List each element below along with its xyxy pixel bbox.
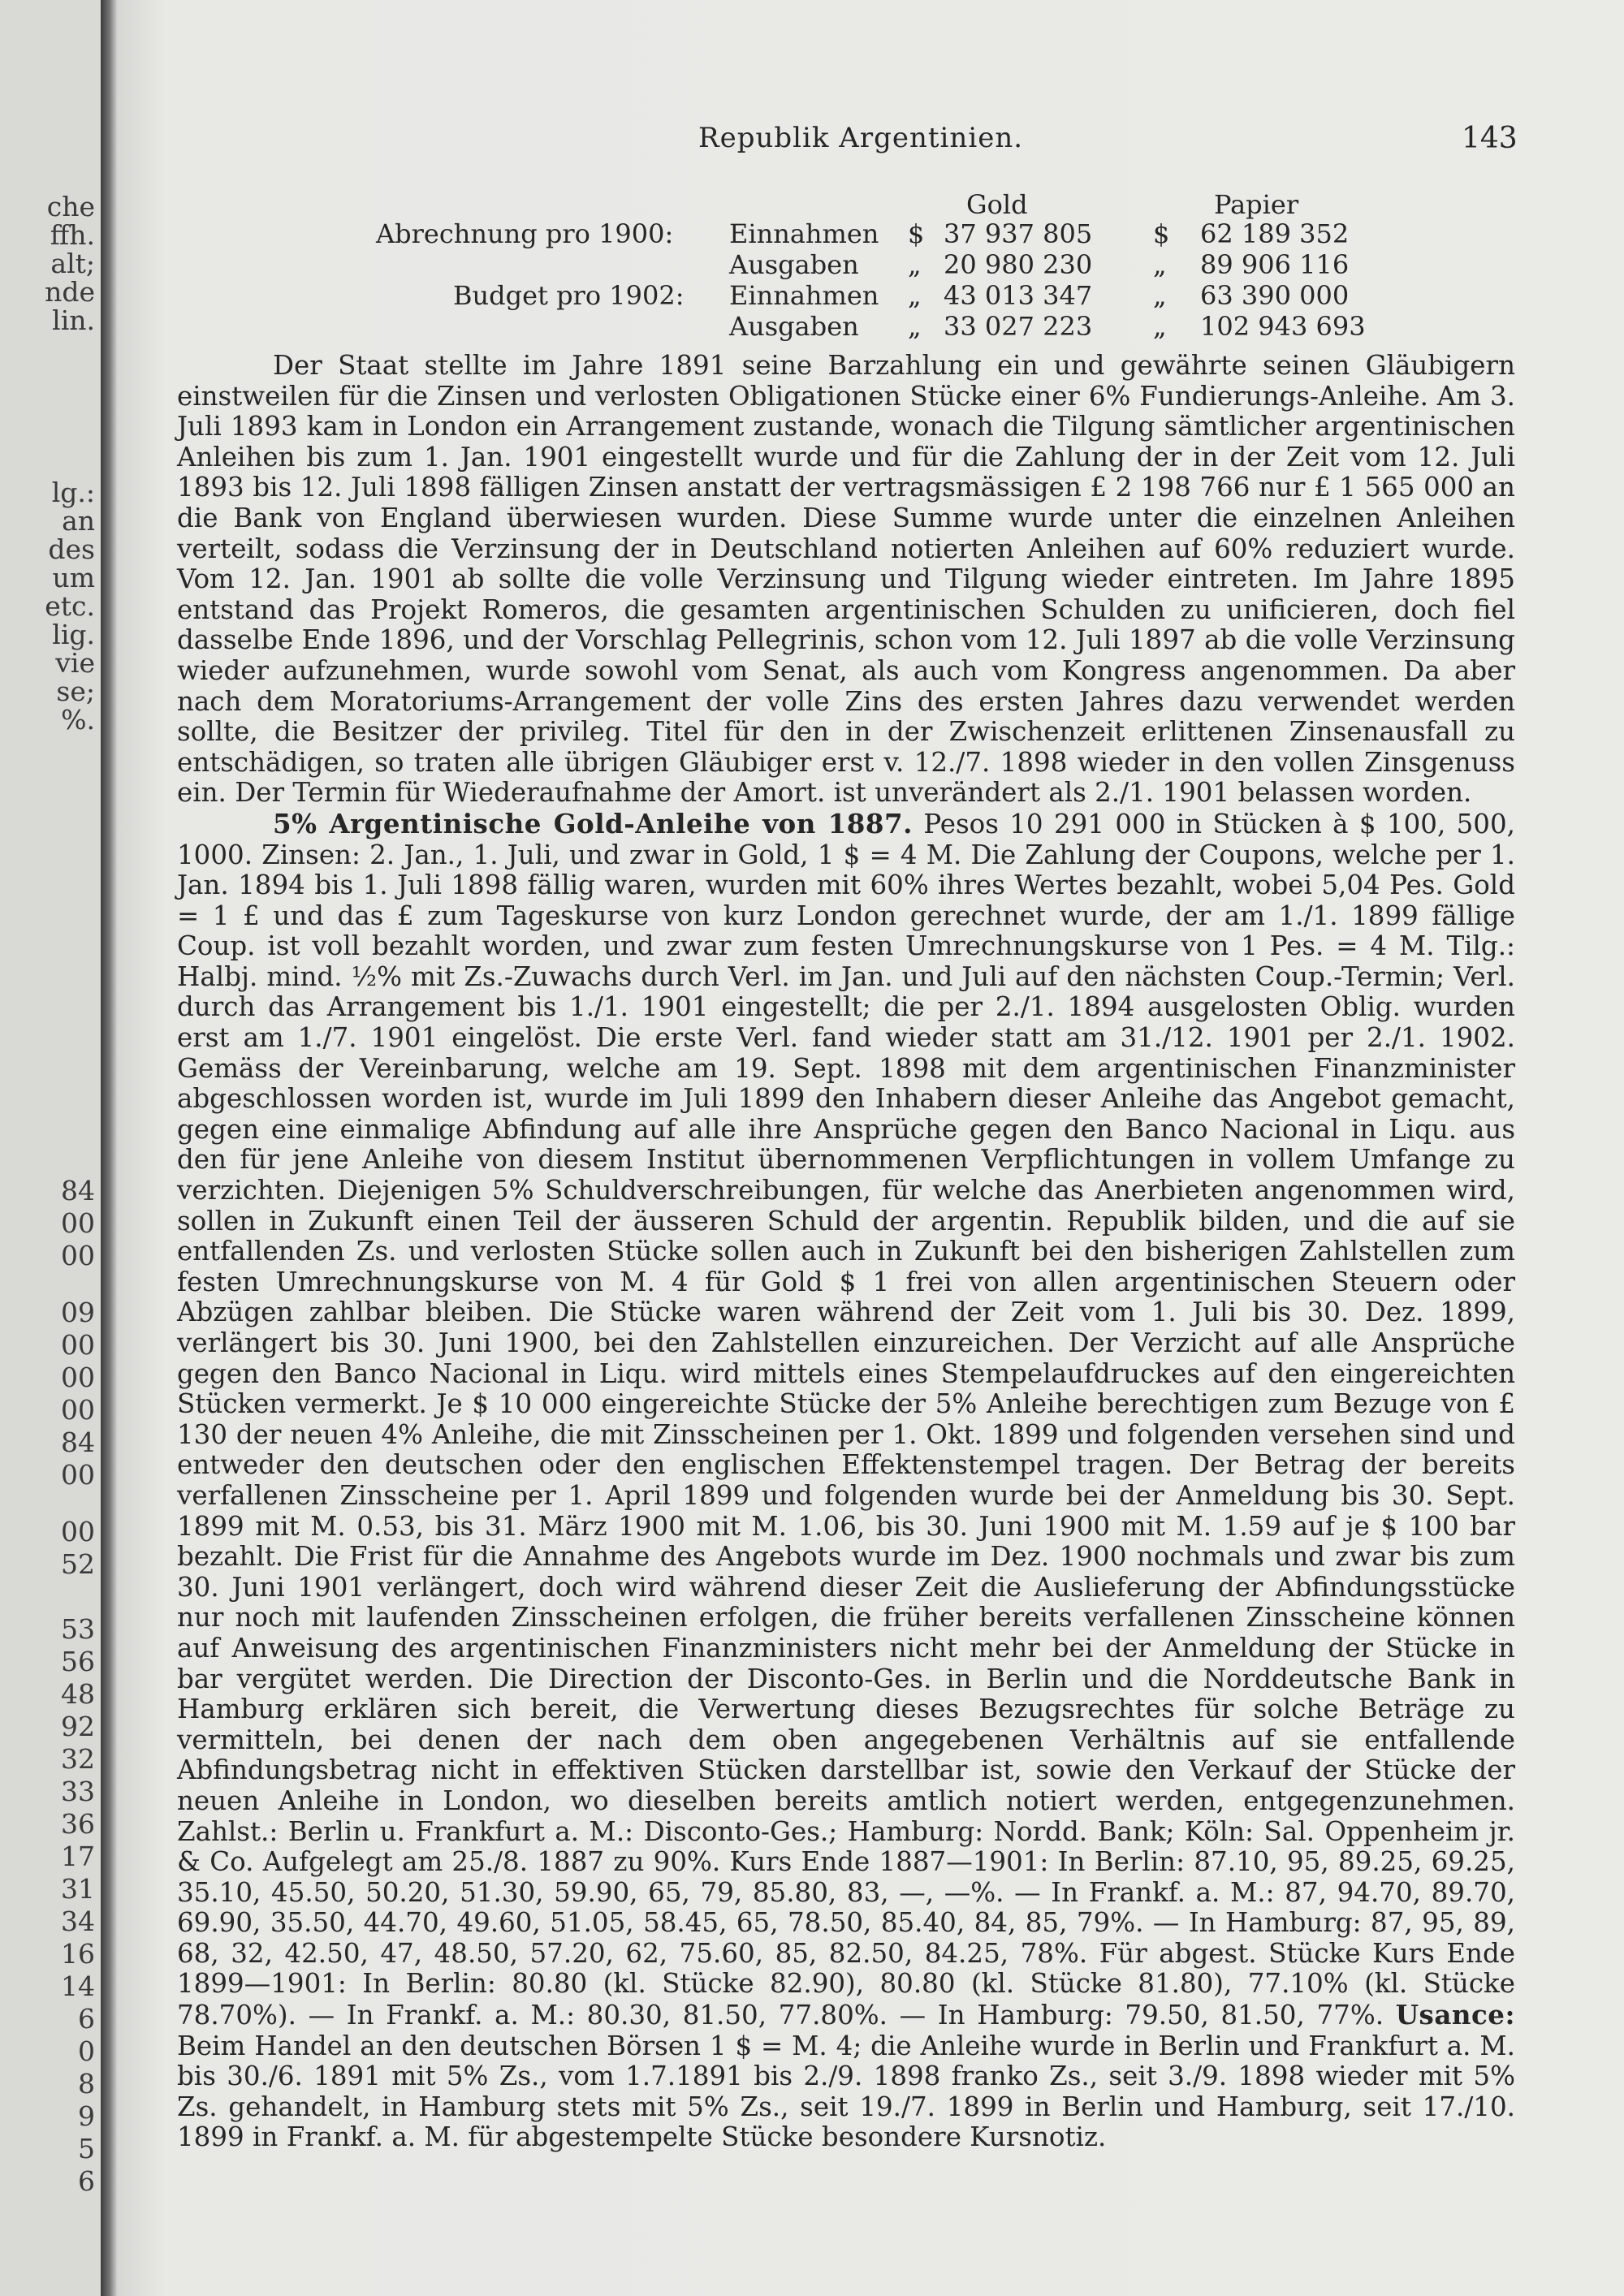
value-gold: 20 980 230 [944, 249, 1093, 280]
row-label: Abrechnung pro 1900: [376, 218, 674, 249]
value-papier: 89 906 116 [1200, 249, 1350, 280]
margin-fragment: 92 [61, 1711, 95, 1742]
value-papier: 62 189 352 [1200, 218, 1350, 249]
margin-fragment: 56 [61, 1646, 95, 1677]
margin-fragment: alt; [50, 248, 95, 279]
margin-fragment: 09 [61, 1297, 95, 1328]
margin-fragment: che [46, 191, 95, 222]
value-papier: 102 943 693 [1200, 311, 1366, 342]
row-label: Budget pro 1902: [453, 280, 685, 311]
currency-papier: „ [1153, 249, 1167, 280]
page-number: 143 [1462, 122, 1518, 155]
row-item: Ausgaben [729, 311, 859, 342]
margin-fragment: lin. [52, 304, 95, 336]
table-row [0, 218, 1624, 250]
value-gold: 37 937 805 [944, 218, 1093, 249]
margin-fragment: des [48, 533, 95, 565]
margin-fragment: vie [55, 647, 95, 679]
margin-fragment: %. [61, 704, 95, 736]
table-column-headers [966, 188, 1535, 221]
margin-fragment: 52 [61, 1548, 95, 1580]
paragraph-gold-loan-1887 [177, 809, 1515, 2153]
value-gold: 43 013 347 [944, 280, 1093, 311]
currency-gold: „ [908, 280, 922, 311]
margin-fragment: 36 [61, 1808, 95, 1840]
previous-page-margin [0, 0, 102, 2296]
margin-fragment: 84 [61, 1426, 95, 1458]
value-papier: 63 390 000 [1200, 280, 1350, 311]
table-row [0, 248, 1624, 281]
margin-fragment: 33 [61, 1776, 95, 1807]
margin-fragment: um [52, 562, 95, 593]
margin-fragment: 9 [78, 2100, 95, 2132]
margin-fragment: 00 [61, 1459, 95, 1491]
margin-fragment: 31 [61, 1873, 95, 1905]
currency-papier: „ [1153, 280, 1167, 311]
margin-fragment: 14 [61, 1970, 95, 2002]
body-text [177, 351, 1515, 2153]
margin-fragment: se; [56, 675, 95, 707]
currency-gold: „ [908, 311, 922, 342]
margin-fragment: 34 [61, 1905, 95, 1937]
margin-fragment: 17 [61, 1841, 95, 1872]
usance-text: Beim Handel an den deutschen Börsen 1 $ = M. 4; die Anleihe wurde in Berlin und Frankfurt a. M. bis 30./6. 1891 mit 5% Zs., vom 1.7.1891 bis 2./9. 1898 franko Zs., seit 3./9. 1898 wieder mit 5% Zs. gehandelt, in Hamburg stets mit 5% Zs., seit 19./7. 1899 in Berlin und Hamburg, seit 17./10. 1899 in Frankf. a. M. für abgestempelte Stücke besondere Kursnotiz. [177, 2030, 1515, 2153]
margin-fragment: nde [45, 276, 95, 308]
margin-fragment: 32 [61, 1743, 95, 1775]
margin-fragment: 48 [61, 1678, 95, 1710]
currency-gold: „ [908, 249, 922, 280]
currency-papier: „ [1153, 311, 1167, 342]
table-row [0, 310, 1624, 343]
margin-fragment: 84 [61, 1175, 95, 1206]
margin-fragment: an [62, 505, 95, 537]
row-item: Einnahmen [729, 218, 879, 249]
currency-gold: $ [908, 218, 925, 249]
paragraph-state-finances: Der Staat stellte im Jahre 1891 seine Barzahlung ein und gewährte seinen Gläubigern einstweilen für die Zinsen und verlosten Obligationen Stücke einer 6% Fundierungs-Anleihe. Am 3. Juli 1893 kam in London ein Arrangement zustande, wonach die Tilgung sämtlicher argentinischen Anleihen bis zum 1. Jan. 1901 eingestellt wurde und für die Zahlung der in der Zeit vom 12. Juli 1893 bis 12. Juli 1898 fälligen Zinsen anstatt der vertragsmässigen £ 2 198 766 nur £ 1 565 000 an die Bank von England überwiesen wurden. Diese Summe wurde unter die einzelnen Anleihen verteilt, sodass die Verzinsung der in Deutschland notierten Anleihen auf 60% reduziert wurde. Vom 12. Jan. 1901 ab sollte die volle Verzinsung und Tilgung wieder eintreten. Im Jahre 1895 entstand das Projekt Romeros, die gesamten argentinischen Schulden zu unificieren, doch fiel dasselbe Ende 1896, und der Vorschlag Pellegrinis, schon vom 12. Juli 1897 ab die volle Verzinsung wieder aufzunehmen, wurde sowohl vom Senat, als auch vom Kongress angenommen. Da aber nach dem Moratoriums-Arrangement der volle Zins des ersten Jahres dazu verwendet werden sollte, die Besitzer der privileg. Titel für den in der Zwischenzeit erlittenen Zinsenausfall zu entschädigen, so traten alle übrigen Gläubiger erst v. 12./7. 1898 wieder in den vollen Zinsgenuss ein. Der Termin für Wiederaufnahme der Amort. ist unverändert als 2./1. 1901 belassen worden. [177, 350, 1515, 809]
row-item: Einnahmen [729, 280, 879, 311]
value-gold: 33 027 223 [944, 311, 1093, 342]
margin-fragment: 00 [61, 1207, 95, 1239]
book-gutter [101, 0, 117, 2296]
margin-fragment: 00 [61, 1516, 95, 1547]
usance-label: Usance: [1395, 1999, 1515, 2031]
currency-papier: $ [1153, 218, 1170, 249]
margin-fragment: 00 [61, 1329, 95, 1361]
margin-fragment: 00 [61, 1240, 95, 1271]
col-header-papier: Papier [1214, 189, 1299, 220]
margin-fragment: 5 [78, 2133, 95, 2164]
margin-fragment: ffh. [50, 219, 95, 251]
margin-fragment: 16 [61, 1938, 95, 1970]
col-header-gold: Gold [966, 189, 1028, 220]
section-heading: 5% Argentinische Gold-Anleihe von 1887. [273, 807, 913, 839]
running-head: Republik Argentinien. [698, 122, 1024, 154]
margin-fragment: 00 [61, 1362, 95, 1393]
row-item: Ausgaben [729, 249, 859, 280]
margin-fragment: lig. [52, 619, 95, 650]
margin-fragment: 8 [78, 2068, 95, 2100]
margin-fragment: 0 [78, 2035, 95, 2067]
margin-fragment: 6 [78, 2165, 95, 2197]
margin-fragment: etc. [45, 590, 95, 622]
margin-fragment: 53 [61, 1613, 95, 1645]
table-row [0, 276, 1624, 312]
margin-fragment: lg.: [51, 477, 95, 508]
margin-fragment: 00 [61, 1394, 95, 1426]
loan-details: Pesos 10 291 000 in Stücken à $ 100, 500, 1000. Zinsen: 2. Jan., 1. Juli, und zwar in Gold, 1 $ = 4 M. Die Zahlung der Coupons, welche per 1. Jan. 1894 bis 1. Juli 1898 fällig waren, wurden mit 60% ihres Wertes bezahlt, wobei 5,04 Pes. Gold = 1 £ und das £ zum Tageskurse von kurz London gerechnet wurde, der am 1./1. 1899 fällige Coup. ist voll bezahlt worden, und zwar zum festen Umrechnungskurse von 1 Pes. = 4 M. Tilg.: Halbj. mind. ½% mit Zs.-Zuwachs durch Verl. im Jan. und Juli auf den nächsten Coup.-Termin; Verl. durch das Arrangement bis 1./1. 1901 eingestellt; die per 2./1. 1894 ausgelosten Oblig. wurden erst am 1./7. 1901 eingelöst. Die erste Verl. fand wieder statt am 31./12. 1901 per 2./1. 1902. Gemäss der Vereinbarung, welche am 19. Sept. 1898 mit dem argentinischen Finanzminister abgeschlossen worden ist, wurde im Juli 1899 den Inhabern dieser Anleihe das Angebot gemacht, gegen eine einmalige Abfindung auf alle ihre Ansprüche gegen den Banco Nacional in Liqu. aus den für jene Anleihe von diesem Institut übernommenen Verpflichtungen in vollem Umfange zu verzichten. Diejenigen 5% Schuldverschreibungen, für welche das Anerbieten angenommen wird, sollen in Zukunft einen Teil der äusseren Schuld der argentin. Republik bilden, und die auf sie entfallenden Zs. und verlosten Stücke sollen auch in Zukunft bei den bisherigen Zahlstellen zum festen Umrechnungskurse von M. 4 für Gold $ 1 frei von allen argentinischen Steuern oder Abzügen zahlbar bleiben. Die Stücke waren während der Zeit vom 1. Juli bis 30. Dez. 1899, verlängert bis 30. Juni 1900, bei den Zahlstellen einzureichen. Der Verzicht auf alle Ansprüche gegen den Banco Nacional in Liqu. wird mittels eines Stempelaufdruckes auf den eingereichten Stücken vermerkt. Je $ 10 000 eingereichte Stücke der 5% Anleihe berechtigen zum Bezuge von £ 130 der neuen 4% Anleihe, die mit Zinsscheinen per 1. Okt. 1899 und folgenden versehen sind und entweder den deutschen oder den englischen Effektenstempel tragen. Der Betrag der bereits verfallenen Zinsscheine per 1. April 1899 und folgenden wurde bei der Anmeldung bis 30. Sept. 1899 mit M. 0.53, bis 31. März 1900 mit M. 1.06, bis 30. Juni 1900 mit M. 1.59 auf je $ 100 bar bezahlt. Die Frist für die Annahme des Angebots wurde im Dez. 1900 nochmals und zwar bis zum 30. Juni 1901 verlängert, doch wird während dieser Zeit die Auslieferung der Abfindungsstücke nur noch mit laufenden Zinsscheinen erfolgen, die früher bereits verfallenen Zinsscheine können auf Anweisung des argentinischen Finanzministers nicht mehr bei der Anmeldung der Stücke in bar vergütet werden. Die Direction der Disconto-Ges. in Berlin und die Norddeutsche Bank in Hamburg erklären sich bereit, die Verwertung dieses Bezugsrechtes für solche Beträge zu vermitteln, bei denen der nach dem oben angegebenen Verhältnis auf sie entfallende Abfindungsbetrag nicht in effektiven Stücken darstellbar ist, sowie den Verkauf der Stücke der neuen Anleihe in London, wo dieselben bereits amtlich notiert werden, entgegenzunehmen. Zahlst.: Berlin u. Frankfurt a. M.: Disconto-Ges.; Hamburg: Nordd. Bank; Köln: Sal. Oppenheim jr. & Co. Aufgelegt am 25./8. 1887 zu 90%. Kurs Ende 1887—1901: In Berlin: 87.10, 95, 89.25, 69.25, 35.10, 45.50, 50.20, 51.30, 59.90, 65, 79, 85.80, 83, —, —%. — In Frankf. a. M.: 87, 94.70, 89.70, 69.90, 35.50, 44.70, 49.60, 51.05, 58.45, 65, 78.50, 85.40, 84, 85, 79%. — In Hamburg: 87, 95, 89, 68, 32, 42.50, 47, 48.50, 57.20, 62, 75.60, 85, 82.50, 84.25, 78%. Für abgest. Stücke Kurs Ende 1899—1901: In Berlin: 80.80 (kl. Stücke 82.90), 80.80 (kl. Stücke 81.80), 77.10% (kl. Stücke 78.70%). — In Frankf. a. M.: 80.30, 81.50, 77.80%. — In Hamburg: 79.50, 81.50, 77%. [177, 808, 1515, 2031]
margin-fragment: 6 [78, 2003, 95, 2035]
